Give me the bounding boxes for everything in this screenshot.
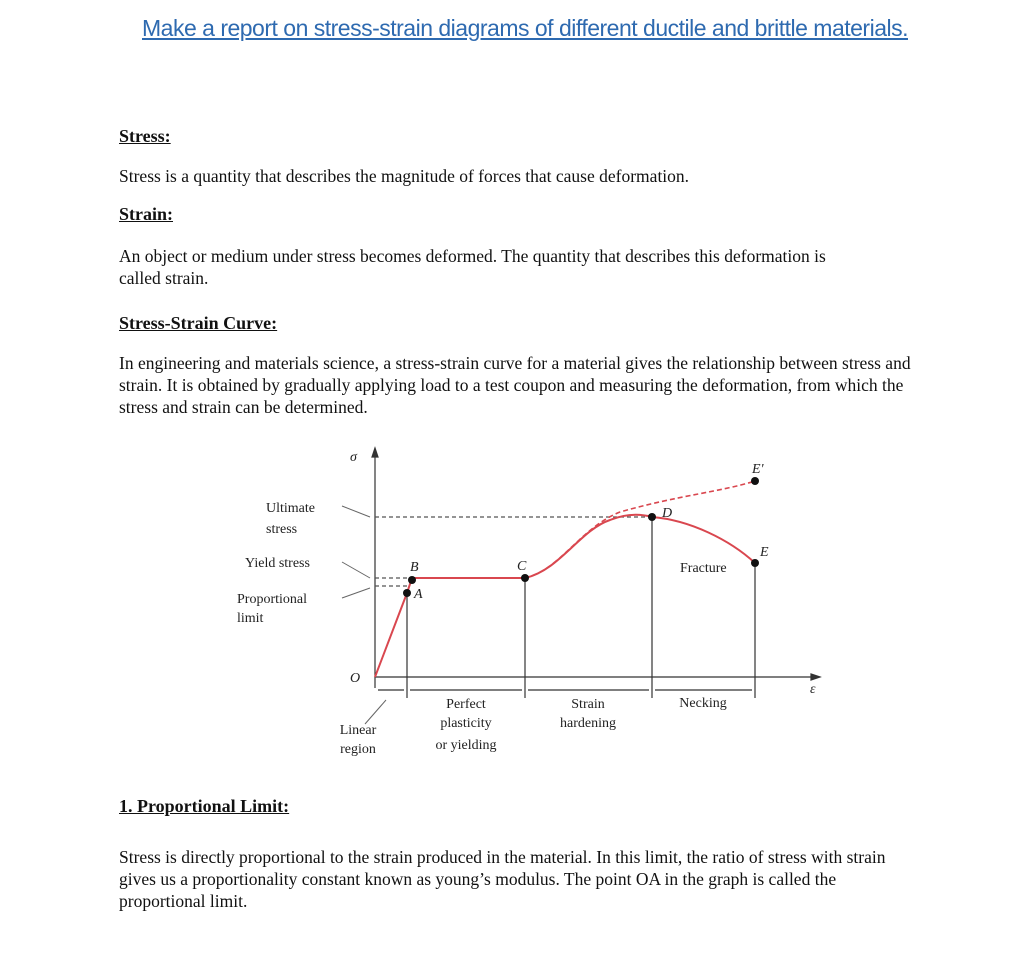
necking-label: Necking bbox=[679, 696, 727, 711]
ultimate-label-2: stress bbox=[266, 522, 298, 537]
paragraph-stress: Stress is a quantity that describes the magnitude of forces that cause deformation. bbox=[119, 166, 690, 186]
paragraph-proportional-limit: Stress is directly proportional to the strain produced in the material. In this limit, the ratio of stress with strain gives us a proportionality constant known as young’s modulus. The point OA in the graph is called the proportional limit. bbox=[119, 847, 886, 911]
origin-label: O bbox=[350, 671, 361, 686]
strain-hardening-label-1: Strain bbox=[571, 697, 605, 712]
ultimate-pointer bbox=[342, 506, 370, 517]
point-d-marker bbox=[648, 513, 656, 521]
strain-hardening-label-2: hardening bbox=[560, 716, 616, 731]
point-c-marker bbox=[521, 574, 529, 582]
stress-strain-curve bbox=[375, 515, 755, 677]
page-title: Make a report on stress-strain diagrams of different ductile and brittle materials. bbox=[142, 15, 908, 41]
linear-region-label-1: Linear bbox=[339, 723, 377, 738]
point-d-label: D bbox=[662, 506, 673, 521]
x-axis-arrow bbox=[811, 674, 820, 680]
point-c-label: C bbox=[517, 559, 527, 574]
point-b-label: B bbox=[410, 560, 419, 575]
point-e-marker bbox=[751, 559, 759, 567]
proportional-label-1: Proportional bbox=[237, 592, 307, 607]
heading-proportional-limit: 1. Proportional Limit: bbox=[119, 796, 290, 816]
linear-region-label-2: region bbox=[340, 742, 376, 757]
x-axis-label: ε bbox=[810, 682, 816, 697]
perfect-plasticity-label-3: or yielding bbox=[435, 738, 497, 753]
heading-stress: Stress: bbox=[119, 126, 171, 146]
perfect-plasticity-label-1: Perfect bbox=[446, 697, 486, 712]
point-b-marker bbox=[408, 576, 416, 584]
yield-pointer bbox=[342, 562, 370, 578]
point-e-label: E bbox=[760, 545, 769, 560]
point-a-label: A bbox=[414, 587, 423, 602]
heading-stress-strain-curve: Stress-Strain Curve: bbox=[119, 313, 278, 333]
paragraph-curve: In engineering and materials science, a stress-strain curve for a material gives the relationship between stress and strain. It is obtained by gradually applying load to a test coupon and measuring the deformation, from which the stress and strain can be determined. bbox=[119, 353, 911, 417]
ultimate-label-1: Ultimate bbox=[266, 501, 315, 516]
perfect-plasticity-label-2: plasticity bbox=[440, 716, 492, 731]
heading-strain: Strain: bbox=[119, 204, 173, 224]
proportional-label-2: limit bbox=[237, 611, 264, 626]
yield-stress-label: Yield stress bbox=[245, 556, 310, 571]
proportional-pointer bbox=[342, 588, 370, 598]
point-e-prime-label: E' bbox=[752, 462, 764, 477]
point-a-marker bbox=[403, 589, 411, 597]
fracture-label: Fracture bbox=[680, 561, 727, 576]
y-axis-arrow bbox=[372, 448, 378, 457]
point-e-prime-marker bbox=[751, 477, 759, 485]
y-axis-label: σ bbox=[350, 450, 357, 465]
paragraph-strain: An object or medium under stress becomes deformed. The quantity that describes this deformation is called strain. bbox=[119, 246, 826, 288]
linear-pointer bbox=[365, 700, 386, 724]
